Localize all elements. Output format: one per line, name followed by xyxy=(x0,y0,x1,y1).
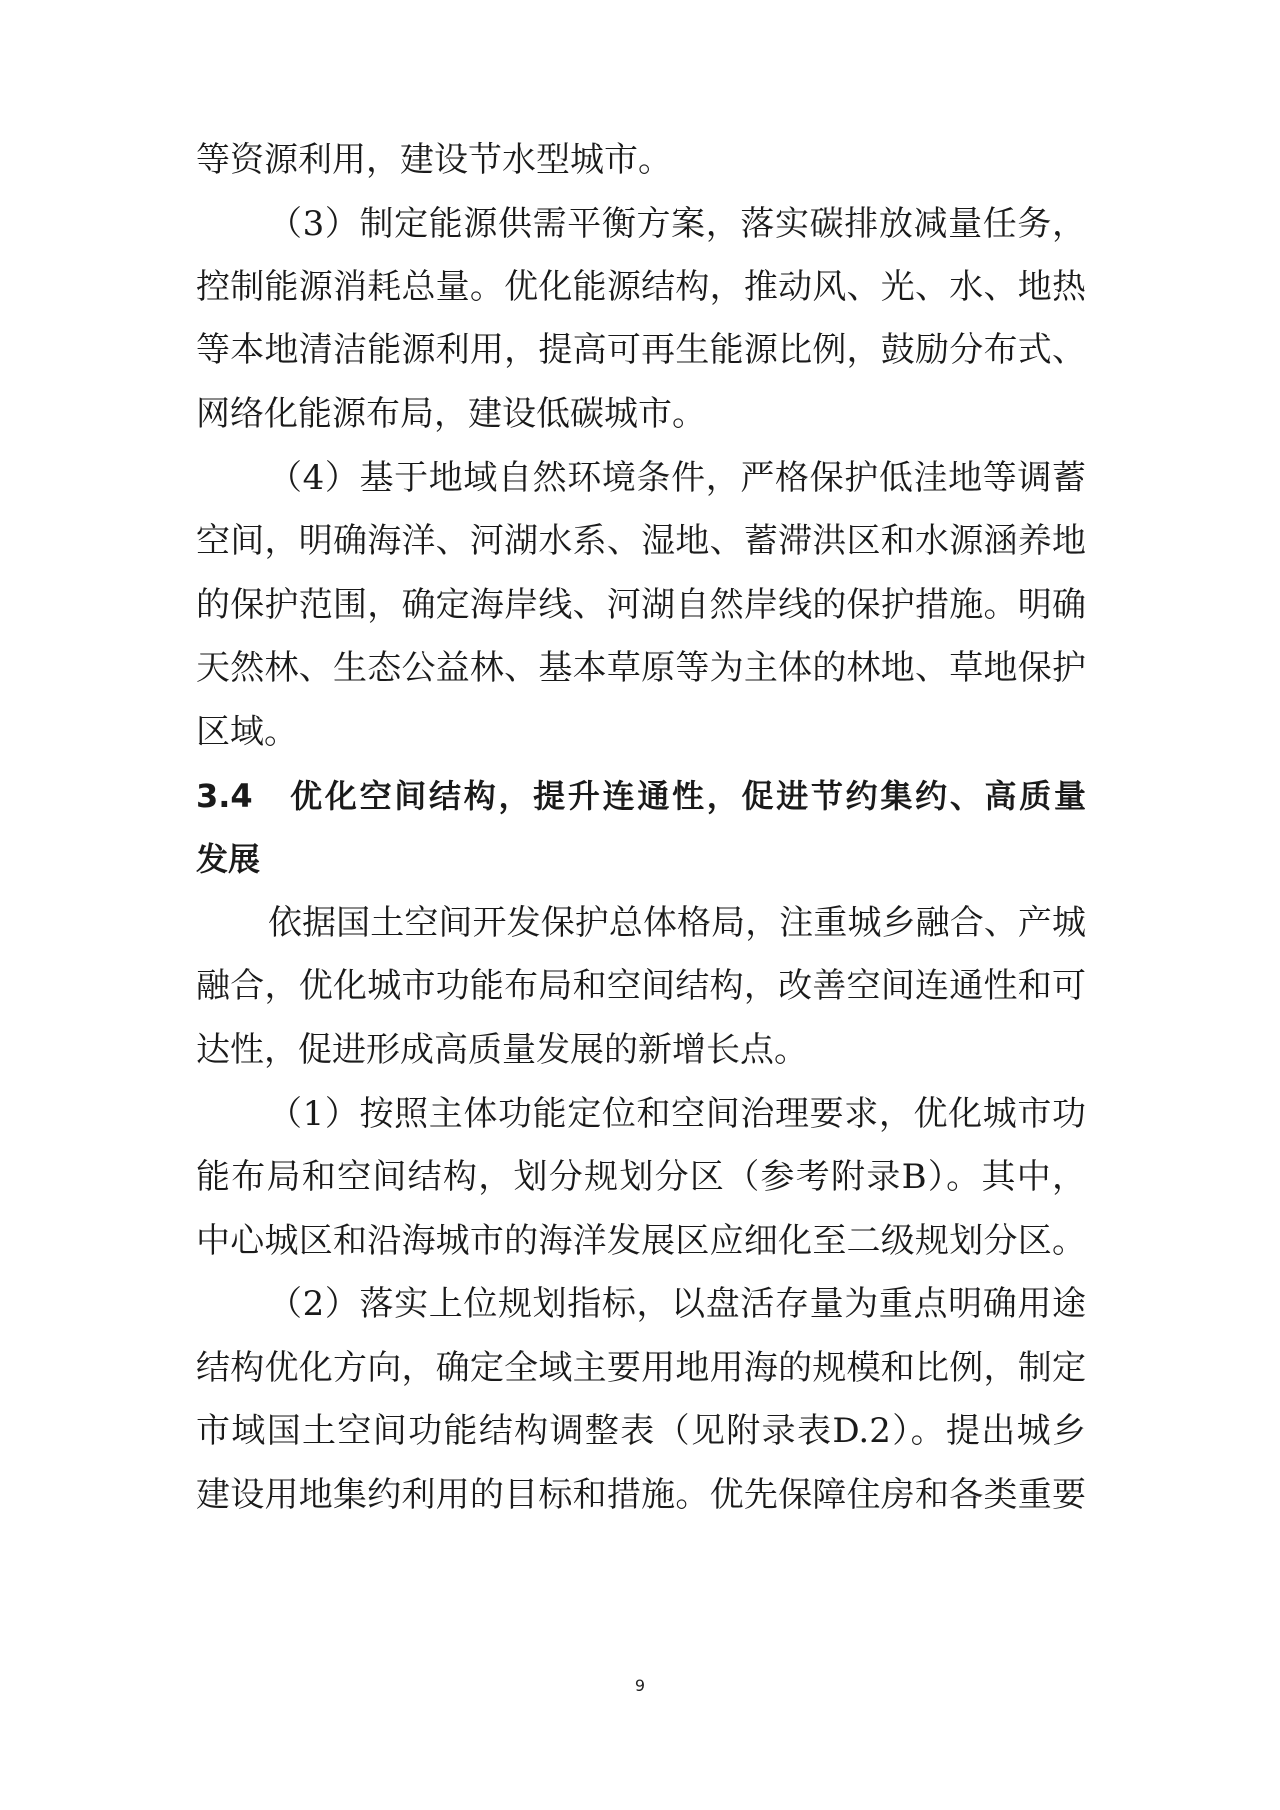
paragraph-line: 天然林、生态公益林、基本草原等为主体的林地、草地保护 xyxy=(196,648,1086,688)
paragraph-line: 的保护范围，确定海岸线、河湖自然岸线的保护措施。明确 xyxy=(196,585,1086,625)
paragraph-line: 建设用地集约利用的目标和措施。优先保障住房和各类重要 xyxy=(196,1475,1086,1515)
paragraph-line: （1）按照主体功能定位和空间治理要求，优化城市功 xyxy=(268,1094,1086,1134)
paragraph-line: 区域。 xyxy=(196,712,298,752)
paragraph-line: 达性，促进形成高质量发展的新增长点。 xyxy=(196,1030,808,1070)
paragraph-line: （2）落实上位规划指标，以盘活存量为重点明确用途 xyxy=(268,1284,1086,1324)
paragraph-line: 空间，明确海洋、河湖水系、湿地、蓄滞洪区和水源涵养地 xyxy=(196,521,1086,561)
paragraph-line: 控制能源消耗总量。优化能源结构，推动风、光、水、地热 xyxy=(196,267,1086,307)
paragraph-line: （4）基于地域自然环境条件，严格保护低洼地等调蓄 xyxy=(268,458,1086,498)
paragraph-line: 融合，优化城市功能布局和空间结构，改善空间连通性和可 xyxy=(196,966,1086,1006)
paragraph-line: 依据国土空间开发保护总体格局，注重城乡融合、产城 xyxy=(268,903,1086,943)
paragraph-line: 市域国土空间功能结构调整表（见附录表D.2）。提出城乡 xyxy=(196,1411,1086,1451)
paragraph-line: （3）制定能源供需平衡方案，落实碳排放减量任务， xyxy=(268,204,1086,244)
paragraph-line: 等本地清洁能源利用，提高可再生能源比例，鼓励分布式、 xyxy=(196,330,1086,370)
paragraph-line: 网络化能源布局，建设低碳城市。 xyxy=(196,394,706,434)
paragraph-line: 中心城区和沿海城市的海洋发展区应细化至二级规划分区。 xyxy=(196,1221,1086,1261)
paragraph-line: 等资源利用，建设节水型城市。 xyxy=(196,140,672,180)
section-heading-continued: 发展 xyxy=(196,840,261,878)
paragraph-line: 结构优化方向，确定全域主要用地用海的规模和比例，制定 xyxy=(196,1348,1086,1388)
section-heading: 3.4 优化空间结构，提升连通性，促进节约集约、高质量 xyxy=(196,777,1086,815)
paragraph-line: 能布局和空间结构，划分规划分区（参考附录B）。其中， xyxy=(196,1157,1086,1197)
page-number: 9 xyxy=(634,1676,646,1695)
